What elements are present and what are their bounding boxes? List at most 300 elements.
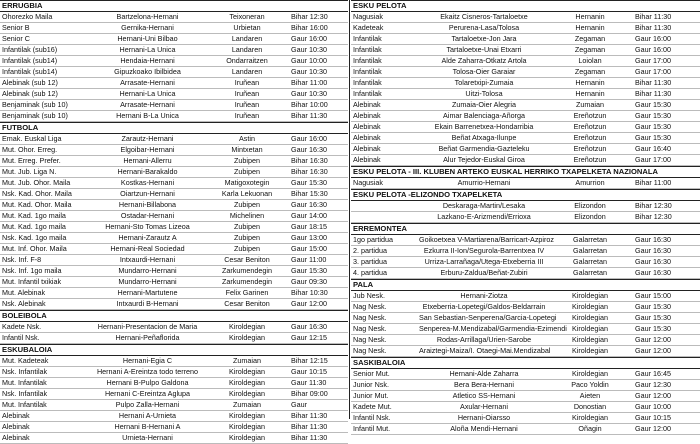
category-cell: Kadete Nsk. (2, 322, 42, 331)
category-cell: Alebinak (2, 411, 30, 420)
schedule-row (351, 23, 700, 34)
match-cell: Hernani-Barakaldo (117, 167, 178, 176)
venue-cell: Iruñean (234, 100, 260, 109)
venue-cell: Kiroldegian (229, 422, 265, 431)
category-cell: Junior Nsk. (353, 380, 389, 389)
time-cell: Gaur 15:30 (635, 313, 671, 322)
match-cell: Aimar Balenciaga-Añorga (443, 111, 525, 120)
category-cell: Infantilak (sub14) (2, 56, 58, 65)
time-cell: Gaur 15:30 (291, 266, 327, 275)
match-cell: Hernani-Presentacion de Maria (97, 322, 198, 331)
time-cell: Bihar 11:30 (635, 23, 672, 32)
schedule-row (0, 411, 348, 422)
venue-cell: Ereñotzun (573, 111, 607, 120)
schedule-row (0, 100, 348, 111)
venue-cell: Zarkumendegin (222, 266, 272, 275)
match-cell: Araiztegi-Maiza/I. Otaegi-Mai.Mendizabal (419, 346, 551, 355)
category-cell: Mut. Erreg. Prefer. (2, 156, 61, 165)
category-cell: Mut. Inf. Ohor. Maila (2, 244, 67, 253)
schedule-row (0, 244, 348, 255)
match-cell: Ostadar-Hernani (120, 211, 175, 220)
venue-cell: Kiroldegian (572, 346, 608, 355)
category-cell: Mut. Jub. Liga N. (2, 167, 57, 176)
match-cell: Tolosa-Oier Garaiar (452, 67, 516, 76)
schedule-row (351, 235, 700, 246)
schedule-row (351, 78, 700, 89)
category-cell: Alebinak (2, 433, 30, 442)
section-title: ERRUGBIA (0, 0, 348, 12)
category-cell: Nagusiak (353, 178, 383, 187)
time-cell: Gaur 12:15 (291, 333, 327, 342)
time-cell: Gaur 16:00 (635, 34, 671, 43)
venue-cell: Mintxetan (231, 145, 263, 154)
venue-cell: Kiroldegian (572, 369, 608, 378)
venue-cell: Zubipen (234, 200, 260, 209)
right-column (351, 0, 700, 433)
schedule-row (0, 56, 348, 67)
time-cell: Bihar 11:30 (291, 411, 328, 420)
venue-cell: Galarretan (573, 246, 607, 255)
venue-cell: Cesar Beniton (224, 255, 270, 264)
time-cell: Gaur 10:30 (291, 89, 327, 98)
match-cell: Axular-Hernani (460, 402, 508, 411)
venue-cell: Amurrion (575, 178, 605, 187)
time-cell: Gaur 16:00 (635, 45, 671, 54)
match-cell: Hernani-Egia C (122, 356, 173, 365)
category-cell: Nsk. Infantilak (2, 367, 48, 376)
category-cell: Kadete Mut. (353, 402, 392, 411)
match-cell: Hernani C-Ereintza Aglupa (104, 389, 191, 398)
match-cell: Hernani-Martutene (117, 288, 178, 297)
venue-cell: Oñagin (578, 424, 602, 433)
category-cell: Nag Nesk. (353, 302, 387, 311)
match-cell: Hernani A-Urnieta (118, 411, 177, 420)
category-cell: Alebinak (353, 155, 381, 164)
category-cell: Alebinak (353, 100, 381, 109)
time-cell: Gaur 15:30 (635, 100, 671, 109)
match-cell: Intxaurdi B-Hernani (116, 299, 179, 308)
time-cell: Bihar 09:00 (291, 389, 328, 398)
schedule-row (0, 288, 348, 299)
venue-cell: Kiroldegian (572, 413, 608, 422)
venue-cell: Kiroldegian (229, 333, 265, 342)
schedule-row (351, 324, 700, 335)
match-cell: Pulpo Zalla-Hernani (115, 400, 180, 409)
venue-cell: Iruñean (234, 111, 260, 120)
venue-cell: Zumaian (233, 356, 261, 365)
schedule-row (351, 45, 700, 56)
category-cell: 1go partidua (353, 235, 393, 244)
venue-cell: Zubipen (234, 244, 260, 253)
schedule-row (0, 277, 348, 288)
time-cell: Gaur 10:30 (291, 45, 327, 54)
section-title: ERREMONTEA (351, 223, 700, 235)
time-cell: Gaur 15:30 (635, 302, 671, 311)
schedule-row (0, 422, 348, 433)
venue-cell: Kiroldegian (229, 378, 265, 387)
schedule-row (0, 67, 348, 78)
section-title: ESKU PELOTA -ELIZONDO TXAPELKETA (351, 189, 700, 201)
schedule-row (0, 78, 348, 89)
category-cell: Mut. Jub. Ohor. Maila (2, 178, 71, 187)
time-cell: Bihar 16:00 (291, 23, 328, 32)
category-cell: Mut. Infantil txikiak (2, 277, 62, 286)
venue-cell: Kiroldegian (572, 291, 608, 300)
time-cell: Gaur 15:30 (635, 111, 671, 120)
match-cell: Etxeberria-Lopetegi/Galdos-Beldarrain (422, 302, 546, 311)
venue-cell: Zegaman (574, 45, 606, 54)
time-cell: Gaur 11:00 (291, 255, 327, 264)
category-cell: Mut. Kad. 1go maila (2, 222, 66, 231)
category-cell: 3. partidua (353, 257, 387, 266)
venue-cell: Michelinen (229, 211, 265, 220)
venue-cell: Elizondon (574, 201, 606, 210)
time-cell: Gaur 16:30 (635, 268, 671, 277)
category-cell: Infantilak (353, 34, 382, 43)
schedule-row (0, 156, 348, 167)
category-cell: Mut. Infantilak (2, 378, 47, 387)
match-cell: Erburu-Zaldua/Beñat-Zubiri (440, 268, 528, 277)
schedule-row (0, 134, 348, 145)
category-cell: Alebinak (353, 111, 381, 120)
schedule-row (351, 178, 700, 189)
match-cell: Gernika-Hernani (121, 23, 174, 32)
category-cell: Jub Nesk. (353, 291, 385, 300)
time-cell: Bihar 12:30 (635, 201, 672, 210)
category-cell: Senior C (2, 34, 30, 43)
category-cell: Infantilak (sub16) (2, 45, 58, 54)
category-cell: Infantilak (sub14) (2, 67, 58, 76)
match-cell: Hernani-Peñaflorida (115, 333, 180, 342)
category-cell: Nsk. Inf. 1go maila (2, 266, 62, 275)
venue-cell: Iruñean (234, 89, 260, 98)
match-cell: Hernani-Allerru (123, 156, 172, 165)
schedule-row (0, 255, 348, 266)
venue-cell: Ereñotzun (573, 155, 607, 164)
schedule-row (351, 391, 700, 402)
time-cell: Gaur 12:00 (635, 424, 671, 433)
category-cell: Nsk. Inf. F-8 (2, 255, 42, 264)
venue-cell: Hernanin (575, 23, 605, 32)
venue-cell: Matigoxotegin (224, 178, 270, 187)
time-cell: Gaur 18:15 (291, 222, 327, 231)
match-cell: Deskaraga-Martin/Lesaka (442, 201, 526, 210)
schedule-row (351, 100, 700, 111)
category-cell: Alebinak (sub 12) (2, 78, 58, 87)
match-cell: Arrasate-Hernani (120, 78, 175, 87)
category-cell: Infantil Mut. (353, 424, 391, 433)
section-title: ESKU PELOTA (351, 0, 700, 12)
schedule-row (351, 246, 700, 257)
venue-cell: Paco Yoldin (571, 380, 609, 389)
time-cell: Gaur 17:00 (635, 67, 671, 76)
schedule-row (0, 45, 348, 56)
venue-cell: Ereñotzun (573, 144, 607, 153)
schedule-row (351, 346, 700, 357)
schedule-row (0, 333, 348, 344)
venue-cell: Zumaian (576, 100, 604, 109)
time-cell: Gaur 12:00 (635, 346, 671, 355)
match-cell: Hernani-La Unica (119, 45, 176, 54)
category-cell: Senior B (2, 23, 30, 32)
match-cell: Tartaloetxe-Jon Jara (451, 34, 517, 43)
venue-cell: Zubipen (234, 233, 260, 242)
match-cell: Hernani-Alde Zaharra (449, 369, 519, 378)
match-cell: Hernani-Real Sociedad (110, 244, 185, 253)
match-cell: Hendaia-Hernani (120, 56, 175, 65)
schedule-row (351, 89, 700, 100)
venue-cell: Iruñean (234, 78, 260, 87)
match-cell: Amurrio-Hernani (457, 178, 511, 187)
category-cell: Alebinak (2, 422, 30, 431)
venue-cell: Hernanin (575, 89, 605, 98)
category-cell: Nag Nesk. (353, 335, 387, 344)
column-divider (349, 0, 350, 419)
schedule-row (351, 155, 700, 166)
category-cell: Nag Nesk. (353, 324, 387, 333)
match-cell: Zarautz-Hernani (121, 134, 174, 143)
schedule-row (0, 222, 348, 233)
venue-cell: Teixoneran (229, 12, 265, 21)
match-cell: Lazkano-E-Arizmendi/Errioxa (437, 212, 531, 221)
schedule-row (0, 322, 348, 333)
schedule-row (351, 133, 700, 144)
venue-cell: Felix Garinen (225, 288, 269, 297)
match-cell: Bartzelona-Hernani (116, 12, 179, 21)
time-cell: Bihar 12:30 (291, 12, 328, 21)
match-cell: Beñat Atxaga-Ilunpe (451, 133, 517, 142)
venue-cell: Kiroldegian (572, 324, 608, 333)
schedule-row (0, 367, 348, 378)
time-cell: Gaur (291, 400, 307, 409)
match-cell: Arrasate-Hernani (120, 100, 175, 109)
venue-cell: Hernanin (575, 78, 605, 87)
category-cell: Mut. Kad. Ohor. Maila (2, 200, 72, 209)
time-cell: Bihar 15:30 (291, 189, 328, 198)
match-cell: Hernani-La Unica (119, 89, 176, 98)
section-title: ESKUBALOIA (0, 344, 348, 356)
section-title: PALA (351, 279, 700, 291)
schedule-row (351, 268, 700, 279)
category-cell: Nsk. Infantilak (2, 389, 48, 398)
time-cell: Bihar 11:30 (291, 433, 328, 442)
time-cell: Gaur 15:00 (291, 244, 327, 253)
match-cell: Mundarro-Hernani (118, 277, 177, 286)
schedule-row (351, 413, 700, 424)
category-cell: 2. partidua (353, 246, 387, 255)
category-cell: Mut. Alebinak (2, 288, 46, 297)
category-cell: Infantil Nsk. (2, 333, 40, 342)
match-cell: Hernani-Zarautz A (118, 233, 177, 242)
schedule-row (351, 380, 700, 391)
time-cell: Gaur 12:00 (635, 391, 671, 400)
category-cell: Infantilak (353, 67, 382, 76)
time-cell: Gaur 09:30 (291, 277, 327, 286)
venue-cell: Ondarraitzen (226, 56, 268, 65)
match-cell: Mundarro-Hernani (118, 266, 177, 275)
venue-cell: Galarretan (573, 268, 607, 277)
venue-cell: Donostian (573, 402, 607, 411)
category-cell: Infantilak (353, 56, 382, 65)
venue-cell: Hernanin (575, 12, 605, 21)
time-cell: Bihar 11:30 (635, 12, 672, 21)
match-cell: Urnieta-Hernani (122, 433, 173, 442)
time-cell: Gaur 16:00 (291, 134, 327, 143)
match-cell: Ezkurra II-Ion/Segurola-Barrentxea IV (423, 246, 545, 255)
time-cell: Gaur 16:30 (635, 235, 671, 244)
match-cell: Hernani B-Pulpo Galdona (106, 378, 189, 387)
schedule-row (0, 389, 348, 400)
venue-cell: Urbietan (233, 23, 261, 32)
time-cell: Gaur 15:00 (635, 291, 671, 300)
schedule-row (0, 12, 348, 23)
venue-cell: Zarkumendegin (222, 277, 272, 286)
category-cell: Nsk. Kad. 1go maila (2, 233, 67, 242)
section-title: BOLEIBOLA (0, 310, 348, 322)
venue-cell: Kiroldegian (229, 411, 265, 420)
schedule-row (351, 313, 700, 324)
time-cell: Gaur 16:00 (291, 34, 327, 43)
schedule-row (351, 144, 700, 155)
category-cell: Infantilak (353, 78, 382, 87)
match-cell: Beñat Garmendia-Gazteleku (438, 144, 530, 153)
venue-cell: Zubipen (234, 222, 260, 231)
venue-cell: Zegaman (574, 67, 606, 76)
venue-cell: Kiroldegian (229, 389, 265, 398)
venue-cell: Astin (239, 134, 255, 143)
category-cell: Junior Mut. (353, 391, 389, 400)
category-cell: Mut. Kad. 1go maila (2, 211, 66, 220)
time-cell: Gaur 16:30 (291, 145, 327, 154)
match-cell: Kostkas-Hernani (120, 178, 175, 187)
venue-cell: Landaren (231, 45, 263, 54)
schedule-row (351, 56, 700, 67)
match-cell: Hernani-Sto Tomas Lizeoa (105, 222, 190, 231)
time-cell: Gaur 16:45 (635, 369, 671, 378)
schedule-row (0, 200, 348, 211)
schedule-row (0, 233, 348, 244)
time-cell: Gaur 10:30 (291, 67, 327, 76)
category-cell: Alebinak (353, 122, 381, 131)
time-cell: Gaur 10:15 (291, 367, 327, 376)
section-title: ESKU PELOTA - III. KLUBEN ARTEKO EUSKAL HERRIKO TXAPELKETA NAZIONALA (351, 166, 700, 178)
schedule-row (0, 111, 348, 122)
schedule-row (0, 433, 348, 444)
schedule-row (351, 257, 700, 268)
category-cell: Nagusiak (353, 12, 383, 21)
match-cell: Zumaia-Oier Alegria (452, 100, 516, 109)
category-cell: Nag Nesk. (353, 313, 387, 322)
time-cell: Gaur 12:30 (635, 380, 671, 389)
category-cell: Mut. Ohor. Erreg. (2, 145, 58, 154)
time-cell: Bihar 10:30 (291, 288, 328, 297)
category-cell: Senior Mut. (353, 369, 390, 378)
match-cell: Tartaloetxe-Unai Etxarri (446, 45, 522, 54)
section-title: SASKIBALOIA (351, 357, 700, 369)
venue-cell: Ereñotzun (573, 122, 607, 131)
time-cell: Bihar 10:00 (291, 100, 328, 109)
match-cell: Aloña Mendi-Hernani (450, 424, 518, 433)
time-cell: Gaur 12:00 (291, 299, 327, 308)
schedule-row (351, 402, 700, 413)
schedule-row (351, 201, 700, 212)
category-cell: Emak. Euskal Liga (2, 134, 62, 143)
schedule-row (0, 23, 348, 34)
category-cell: Alebinak (353, 133, 381, 142)
time-cell: Bihar 16:30 (291, 167, 328, 176)
schedule-row (351, 369, 700, 380)
venue-cell: Kiroldegian (572, 313, 608, 322)
time-cell: Gaur 10:00 (291, 56, 327, 65)
category-cell: Infantilak (353, 45, 382, 54)
time-cell: Gaur 16:40 (635, 144, 671, 153)
schedule-row (0, 145, 348, 156)
match-cell: Gipuzkoako Ibilbidea (114, 67, 181, 76)
schedule-row (351, 12, 700, 23)
time-cell: Bihar 11:30 (635, 78, 672, 87)
match-cell: Elgoibar-Hernani (120, 145, 175, 154)
time-cell: Bihar 11:30 (635, 89, 672, 98)
venue-cell: Kiroldegian (572, 335, 608, 344)
venue-cell: Aieten (579, 391, 601, 400)
match-cell: Perurena-Lasa/Tolosa (448, 23, 520, 32)
match-cell: Ekain Barrenetxea-Hondarribia (434, 122, 534, 131)
schedule-row (351, 424, 700, 435)
schedule-row (0, 89, 348, 100)
schedule-row (351, 212, 700, 223)
venue-cell: Zubipen (234, 156, 260, 165)
schedule-row (351, 111, 700, 122)
time-cell: Gaur 16:30 (291, 322, 327, 331)
venue-cell: Landaren (231, 34, 263, 43)
category-cell: Nsk. Alebinak (2, 299, 46, 308)
schedule-row (351, 67, 700, 78)
match-cell: Tolaretxipi-Zumaia (454, 78, 514, 87)
match-cell: Atletico SS-Hernani (452, 391, 516, 400)
match-cell: Hernani B-Hernani A (114, 422, 181, 431)
time-cell: Gaur 15:30 (635, 133, 671, 142)
time-cell: Gaur 15:30 (635, 122, 671, 131)
time-cell: Gaur 10:15 (635, 413, 671, 422)
category-cell: Infantil Nsk. (353, 413, 391, 422)
match-cell: Intxaurdi-Hernani (119, 255, 176, 264)
match-cell: Bera Bera-Hernani (454, 380, 514, 389)
category-cell: Mut. Kadeteak (2, 356, 49, 365)
schedule-row (0, 34, 348, 45)
time-cell: Gaur 15:30 (635, 324, 671, 333)
schedule-row (0, 178, 348, 189)
schedule-row (0, 378, 348, 389)
category-cell: 4. partidua (353, 268, 387, 277)
schedule-row (0, 266, 348, 277)
match-cell: Alde Zaharra-Otkatz Artola (441, 56, 527, 65)
schedule-row (351, 122, 700, 133)
category-cell: Nsk. Kad. Ohor. Maila (2, 189, 72, 198)
match-cell: Hernani-Oiarsso (457, 413, 511, 422)
time-cell: Gaur 12:00 (635, 335, 671, 344)
schedule-row (0, 167, 348, 178)
time-cell: Bihar 11:30 (291, 422, 328, 431)
category-cell: Alebinak (sub 12) (2, 89, 58, 98)
time-cell: Gaur 16:30 (635, 257, 671, 266)
match-cell: Rodas-Arrillaga/Urien-Sarobe (436, 335, 532, 344)
time-cell: Bihar 11:00 (635, 178, 672, 187)
schedule-row (0, 356, 348, 367)
venue-cell: Karla Lekuonan (221, 189, 273, 198)
venue-cell: Kiroldegian (229, 322, 265, 331)
category-cell: Mut. Infantilak (2, 400, 47, 409)
match-cell: Ekaitz Cisneros-Tartaloetxe (440, 12, 528, 21)
